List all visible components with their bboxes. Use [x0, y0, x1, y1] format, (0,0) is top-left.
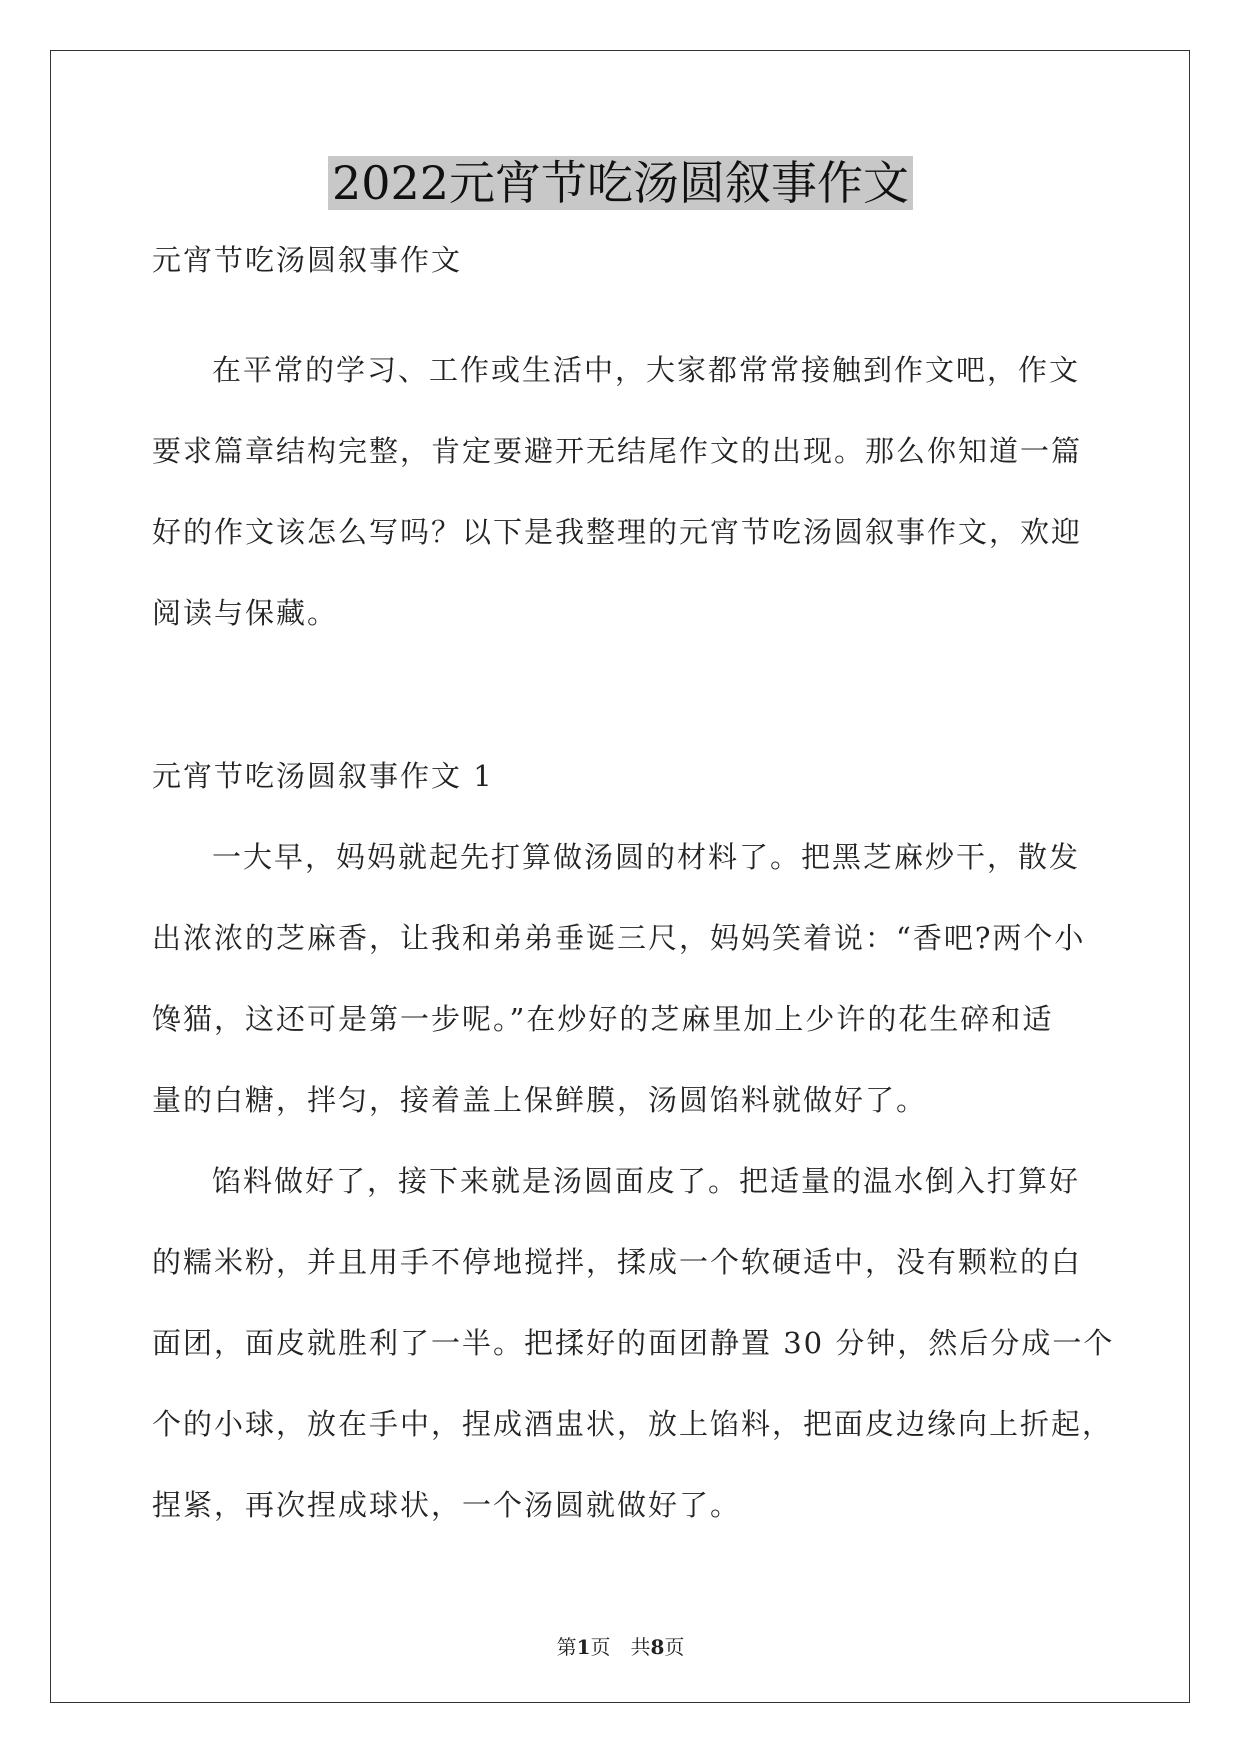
intro-line: 在平常的学习、工作或生活中，大家都常常接触到作文吧，作文: [212, 353, 1081, 387]
paragraph-line: 个的小球，放在手中，捏成酒盅状，放上馅料，把面皮边缘向上折起，: [152, 1407, 1114, 1441]
intro-line: 要求篇章结构完整，肯定要避开无结尾作文的出现。那么你知道一篇: [152, 434, 1083, 468]
paragraph-2: [152, 1141, 1114, 1546]
page-current: 1: [576, 1635, 591, 1659]
paragraph-1: [152, 817, 1085, 1141]
subtitle: 元宵节吃汤圆叙事作文: [152, 243, 463, 277]
paragraph-line: 面团，面皮就胜利了一半。把揉好的面团静置 30 分钟，然后分成一个: [152, 1326, 1115, 1360]
paragraph-line: 捏紧，再次捏成球状，一个汤圆就做好了。: [152, 1488, 742, 1522]
intro-line: 阅读与保藏。: [152, 596, 339, 630]
intro-paragraph: [152, 330, 1082, 654]
paragraph-line: 出浓浓的芝麻香，让我和弟弟垂诞三尺，妈妈笑着说：“香吧?两个小: [152, 921, 1086, 955]
page-total: 8: [650, 1635, 665, 1659]
intro-line: 好的作文该怎么写吗？以下是我整理的元宵节吃汤圆叙事作文，欢迎: [152, 515, 1083, 549]
document-title-text: 2022元宵节吃汤圆叙事作文: [328, 156, 913, 210]
section-heading: 元宵节吃汤圆叙事作文 1: [152, 759, 494, 793]
page-footer: [0, 1631, 1241, 1660]
document-title: [0, 152, 1241, 214]
paragraph-line: 的糯米粉，并且用手不停地搅拌，揉成一个软硬适中，没有颗粒的白: [152, 1245, 1083, 1279]
paragraph-line: 馅料做好了，接下来就是汤圆面皮了。把适量的温水倒入打算好: [212, 1164, 1081, 1198]
page-mid: 页 共: [590, 1635, 651, 1659]
paragraph-line: 量的白糖，拌匀，接着盖上保鲜膜，汤圆馅料就做好了。: [152, 1083, 928, 1117]
paragraph-line: 馋猫，这还可是第一步呢。”在炒好的芝麻里加上少许的花生碎和适: [152, 1002, 1054, 1036]
page-suffix: 页: [664, 1635, 685, 1659]
paragraph-line: 一大早，妈妈就起先打算做汤圆的材料了。把黑芝麻炒干，散发: [212, 840, 1081, 874]
page-prefix: 第: [556, 1635, 577, 1659]
